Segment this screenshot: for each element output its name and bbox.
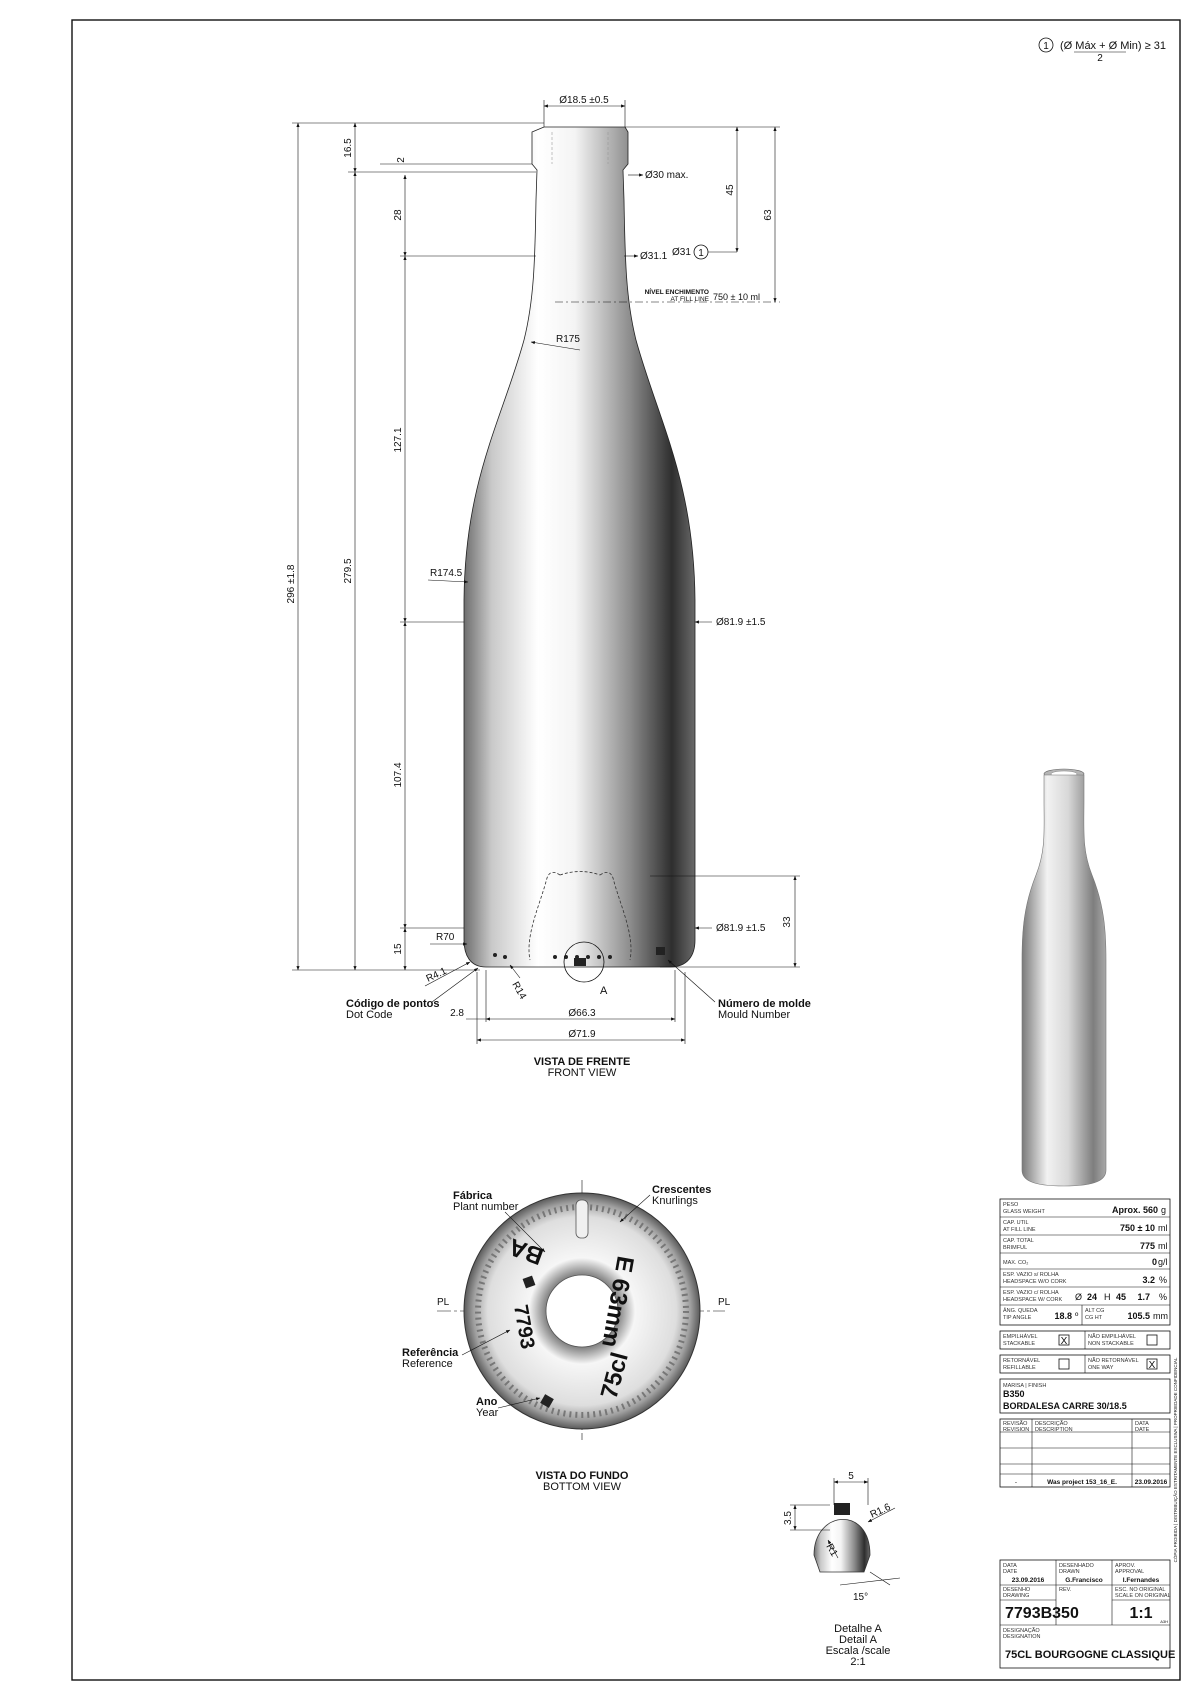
svg-text:ESP. VAZIO c/ ROLHA: ESP. VAZIO c/ ROLHA — [1003, 1290, 1059, 1296]
detail-a-subtitle: Detail A — [839, 1634, 877, 1646]
bottom-view-subtitle: BOTTOM VIEW — [542, 1481, 622, 1493]
svg-text:-: - — [1014, 1479, 1018, 1486]
svg-text:BORDALESA CARRE 30/18.5: BORDALESA CARRE 30/18.5 — [1003, 1401, 1127, 1411]
detail-a-scale-value: 2:1 — [850, 1656, 866, 1668]
detail-a-title: Detalhe A — [834, 1623, 882, 1635]
svg-text:0: 0 — [1151, 1257, 1157, 1267]
svg-text:X: X — [1148, 1360, 1156, 1371]
svg-text:PL: PL — [718, 1297, 731, 1308]
svg-text:APPROVAL: APPROVAL — [1115, 1569, 1145, 1575]
svg-text:107.4: 107.4 — [393, 762, 404, 788]
svg-text:7793B350: 7793B350 — [1005, 1605, 1079, 1622]
svg-text:1: 1 — [1043, 41, 1049, 52]
svg-text:ESC. NO ORIGINAL: ESC. NO ORIGINAL — [1115, 1587, 1166, 1593]
svg-text:CAP. UTIL: CAP. UTIL — [1003, 1220, 1029, 1226]
svg-text:23.09.2016: 23.09.2016 — [1134, 1479, 1168, 1486]
svg-text:REFILLABLE: REFILLABLE — [1003, 1365, 1036, 1371]
svg-text:Mould Number: Mould Number — [718, 1009, 791, 1021]
bottom-view-title: VISTA DO FUNDO — [535, 1470, 629, 1482]
stackable-options — [1000, 1331, 1170, 1349]
svg-text:Número de molde: Número de molde — [718, 998, 811, 1010]
svg-text:REVISÃO: REVISÃO — [1003, 1421, 1028, 1427]
svg-text:REV.: REV. — [1059, 1587, 1072, 1593]
svg-text:ÂNG. QUEDA: ÂNG. QUEDA — [1003, 1308, 1038, 1314]
svg-text:ONE WAY: ONE WAY — [1088, 1365, 1114, 1371]
svg-text:(Ø Máx + Ø Min) ≥ 31: (Ø Máx + Ø Min) ≥ 31 — [1060, 40, 1166, 52]
svg-text:33: 33 — [782, 916, 793, 928]
svg-text:BRIMFUL: BRIMFUL — [1003, 1245, 1028, 1251]
svg-text:AT FILL LINE: AT FILL LINE — [1003, 1227, 1036, 1233]
svg-text:%: % — [1159, 1275, 1168, 1285]
svg-text:B350: B350 — [1003, 1389, 1025, 1399]
svg-text:24: 24 — [1087, 1292, 1098, 1302]
svg-text:1: 1 — [698, 248, 704, 259]
svg-text:RETORNÁVEL: RETORNÁVEL — [1003, 1358, 1041, 1364]
refillable-options — [1000, 1355, 1170, 1373]
svg-text:Ø71.9: Ø71.9 — [568, 1029, 596, 1040]
svg-text:1.7: 1.7 — [1137, 1292, 1150, 1302]
svg-text:Crescentes: Crescentes — [652, 1184, 712, 1196]
svg-text:28: 28 — [393, 209, 404, 221]
svg-text:DESCRIÇÃO: DESCRIÇÃO — [1035, 1421, 1068, 1427]
svg-text:Ø66.3: Ø66.3 — [568, 1008, 596, 1019]
svg-text:Fábrica: Fábrica — [453, 1190, 493, 1202]
svg-text:R14: R14 — [509, 980, 529, 1002]
svg-text:R70: R70 — [436, 932, 455, 943]
title-block — [1000, 1560, 1175, 1668]
detail-a-view — [783, 1471, 900, 1603]
svg-text:G.Francisco: G.Francisco — [1065, 1577, 1103, 1584]
specs-table — [1000, 1199, 1170, 1325]
svg-text:18.8: 18.8 — [1054, 1311, 1072, 1321]
svg-text:105.5: 105.5 — [1127, 1311, 1150, 1321]
svg-text:Aprox. 560: Aprox. 560 — [1111, 1205, 1158, 1215]
svg-text:DRAWN: DRAWN — [1059, 1569, 1080, 1575]
svg-text:Was project 153_16_E.: Was project 153_16_E. — [1047, 1479, 1117, 1486]
svg-text:EMPILHÁVEL: EMPILHÁVEL — [1003, 1334, 1038, 1340]
svg-text:Ø81.9 ±1.5: Ø81.9 ±1.5 — [716, 617, 766, 628]
mould-number-callout — [668, 960, 811, 1021]
svg-text:15°: 15° — [853, 1592, 869, 1603]
svg-text:E 63mm: E 63mm — [596, 1253, 639, 1350]
svg-text:750 ± 10: 750 ± 10 — [1120, 1223, 1155, 1233]
svg-text:DATA: DATA — [1135, 1421, 1149, 1427]
svg-text:1:1: 1:1 — [1129, 1605, 1153, 1622]
svg-text:Dot Code: Dot Code — [346, 1009, 393, 1021]
svg-text:X: X — [1060, 1336, 1068, 1347]
svg-text:ml: ml — [1158, 1223, 1168, 1233]
svg-text:mm: mm — [1153, 1311, 1168, 1321]
svg-text:Ø31.1: Ø31.1 — [640, 251, 668, 262]
refillable-checkbox — [1059, 1359, 1069, 1369]
svg-text:5: 5 — [848, 1471, 854, 1482]
side-legal-note: CÓPIA PROIBIDA | DISTRIBUIÇÃO ESTRITAMENTE EXCLUSIVA | PROPRIEDADE CONFIDENCIAL — [1173, 1357, 1178, 1563]
svg-text:R174.5: R174.5 — [430, 568, 463, 579]
svg-text:Reference: Reference — [402, 1358, 453, 1370]
svg-text:R175: R175 — [556, 334, 580, 345]
svg-text:63: 63 — [763, 209, 774, 221]
svg-text:Ø31: Ø31 — [672, 247, 691, 258]
svg-text:APROV.: APROV. — [1115, 1563, 1136, 1569]
svg-text:NÍVEL ENCHIMENTO: NÍVEL ENCHIMENTO — [644, 289, 709, 296]
svg-text:Código de pontos: Código de pontos — [346, 998, 440, 1010]
svg-text:PESO: PESO — [1003, 1202, 1019, 1208]
svg-text:2: 2 — [396, 157, 407, 163]
svg-text:NÃO RETORNÁVEL: NÃO RETORNÁVEL — [1088, 1358, 1139, 1364]
svg-text:ESP. VAZIO s/ ROLHA: ESP. VAZIO s/ ROLHA — [1003, 1272, 1059, 1278]
svg-text:Ø: Ø — [1075, 1292, 1083, 1302]
svg-text:296 ±1.8: 296 ±1.8 — [286, 564, 297, 604]
svg-text:I.Fernandes: I.Fernandes — [1122, 1577, 1160, 1584]
svg-text:ALT CG: ALT CG — [1085, 1308, 1105, 1314]
svg-text:127.1: 127.1 — [393, 427, 404, 453]
svg-text:A: A — [600, 985, 608, 997]
svg-text:Knurlings: Knurlings — [652, 1195, 698, 1207]
svg-text:45: 45 — [1116, 1292, 1127, 1302]
svg-text:DESCRIPTION: DESCRIPTION — [1035, 1427, 1073, 1433]
svg-text:HEADSPACE W/O CORK: HEADSPACE W/O CORK — [1003, 1279, 1067, 1285]
svg-text:45: 45 — [725, 184, 736, 196]
revision-table — [1000, 1419, 1170, 1487]
svg-text:SCALE ON ORIGINAL: SCALE ON ORIGINAL — [1115, 1593, 1171, 1599]
svg-text:g: g — [1161, 1205, 1167, 1215]
svg-text:º: º — [1075, 1311, 1079, 1321]
svg-text:A3H: A3H — [1160, 1619, 1168, 1624]
svg-text:7793: 7793 — [509, 1303, 539, 1351]
front-view-title: VISTA DE FRENTE — [533, 1056, 631, 1068]
bottle-3d-render — [1022, 769, 1106, 1186]
svg-text:REVISION: REVISION — [1003, 1427, 1030, 1433]
svg-text:g/l: g/l — [1158, 1257, 1168, 1267]
svg-text:3.5: 3.5 — [783, 1511, 794, 1525]
svg-text:Ø30 max.: Ø30 max. — [645, 170, 689, 181]
svg-text:Ø81.9 ±1.5: Ø81.9 ±1.5 — [716, 923, 766, 934]
svg-text:HEADSPACE W/ CORK: HEADSPACE W/ CORK — [1003, 1297, 1063, 1303]
svg-text:H: H — [1104, 1292, 1111, 1302]
svg-text:NON STACKABLE: NON STACKABLE — [1088, 1341, 1134, 1347]
svg-text:DATE: DATE — [1003, 1569, 1018, 1575]
svg-text:%: % — [1159, 1292, 1168, 1302]
svg-text:STACKABLE: STACKABLE — [1003, 1341, 1035, 1347]
svg-text:Year: Year — [476, 1407, 499, 1419]
svg-text:775: 775 — [1139, 1241, 1155, 1251]
svg-text:R4.1: R4.1 — [424, 965, 449, 985]
svg-text:CAP. TOTAL: CAP. TOTAL — [1003, 1238, 1034, 1244]
svg-text:DESENHO: DESENHO — [1003, 1587, 1031, 1593]
svg-text:75cl: 75cl — [595, 1349, 634, 1402]
svg-text:279.5: 279.5 — [343, 558, 354, 584]
svg-text:15: 15 — [393, 943, 404, 955]
svg-text:2: 2 — [1097, 53, 1103, 64]
svg-text:750 ± 10 ml: 750 ± 10 ml — [713, 292, 760, 302]
svg-text:ml: ml — [1158, 1241, 1168, 1251]
svg-text:MAX. CO₂: MAX. CO₂ — [1003, 1260, 1029, 1266]
front-view-subtitle: FRONT VIEW — [547, 1067, 617, 1079]
svg-text:DESENHADO: DESENHADO — [1059, 1563, 1094, 1569]
svg-text:MARISA | FINISH: MARISA | FINISH — [1003, 1383, 1047, 1389]
svg-text:TIP ANGLE: TIP ANGLE — [1003, 1315, 1032, 1321]
svg-text:23.09.2016: 23.09.2016 — [1011, 1577, 1045, 1584]
svg-text:2.8: 2.8 — [450, 1008, 464, 1019]
svg-text:NÃO EMPILHÁVEL: NÃO EMPILHÁVEL — [1088, 1334, 1136, 1340]
svg-text:Plant number: Plant number — [453, 1201, 519, 1213]
svg-text:DESIGNAÇÃO: DESIGNAÇÃO — [1003, 1628, 1040, 1634]
svg-text:DESIGNATION: DESIGNATION — [1003, 1634, 1041, 1640]
svg-text:BA: BA — [505, 1232, 548, 1270]
diameter-formula — [1039, 38, 1166, 64]
svg-text:3.2: 3.2 — [1142, 1275, 1155, 1285]
svg-text:PL: PL — [437, 1297, 450, 1308]
svg-text:R1.6: R1.6 — [868, 1501, 893, 1521]
svg-text:GLASS WEIGHT: GLASS WEIGHT — [1003, 1209, 1045, 1215]
svg-text:Ano: Ano — [476, 1396, 498, 1408]
svg-text:DATE: DATE — [1135, 1427, 1150, 1433]
svg-text:R1: R1 — [823, 1542, 840, 1559]
svg-text:AT FILL LINE: AT FILL LINE — [670, 296, 709, 303]
detail-a-scale-label: Escala /scale — [825, 1645, 891, 1657]
svg-text:DATA: DATA — [1003, 1563, 1017, 1569]
non-stackable-checkbox — [1147, 1335, 1157, 1345]
svg-text:75CL BOURGOGNE CLASSIQUE: 75CL BOURGOGNE CLASSIQUE — [1005, 1649, 1176, 1661]
finish-box — [1000, 1379, 1170, 1413]
svg-text:Referência: Referência — [402, 1347, 459, 1359]
svg-text:Ø18.5 ±0.5: Ø18.5 ±0.5 — [559, 95, 609, 106]
svg-text:CG HT: CG HT — [1085, 1315, 1103, 1321]
svg-text:DRAWING: DRAWING — [1003, 1593, 1030, 1599]
svg-text:16.5: 16.5 — [343, 138, 354, 158]
